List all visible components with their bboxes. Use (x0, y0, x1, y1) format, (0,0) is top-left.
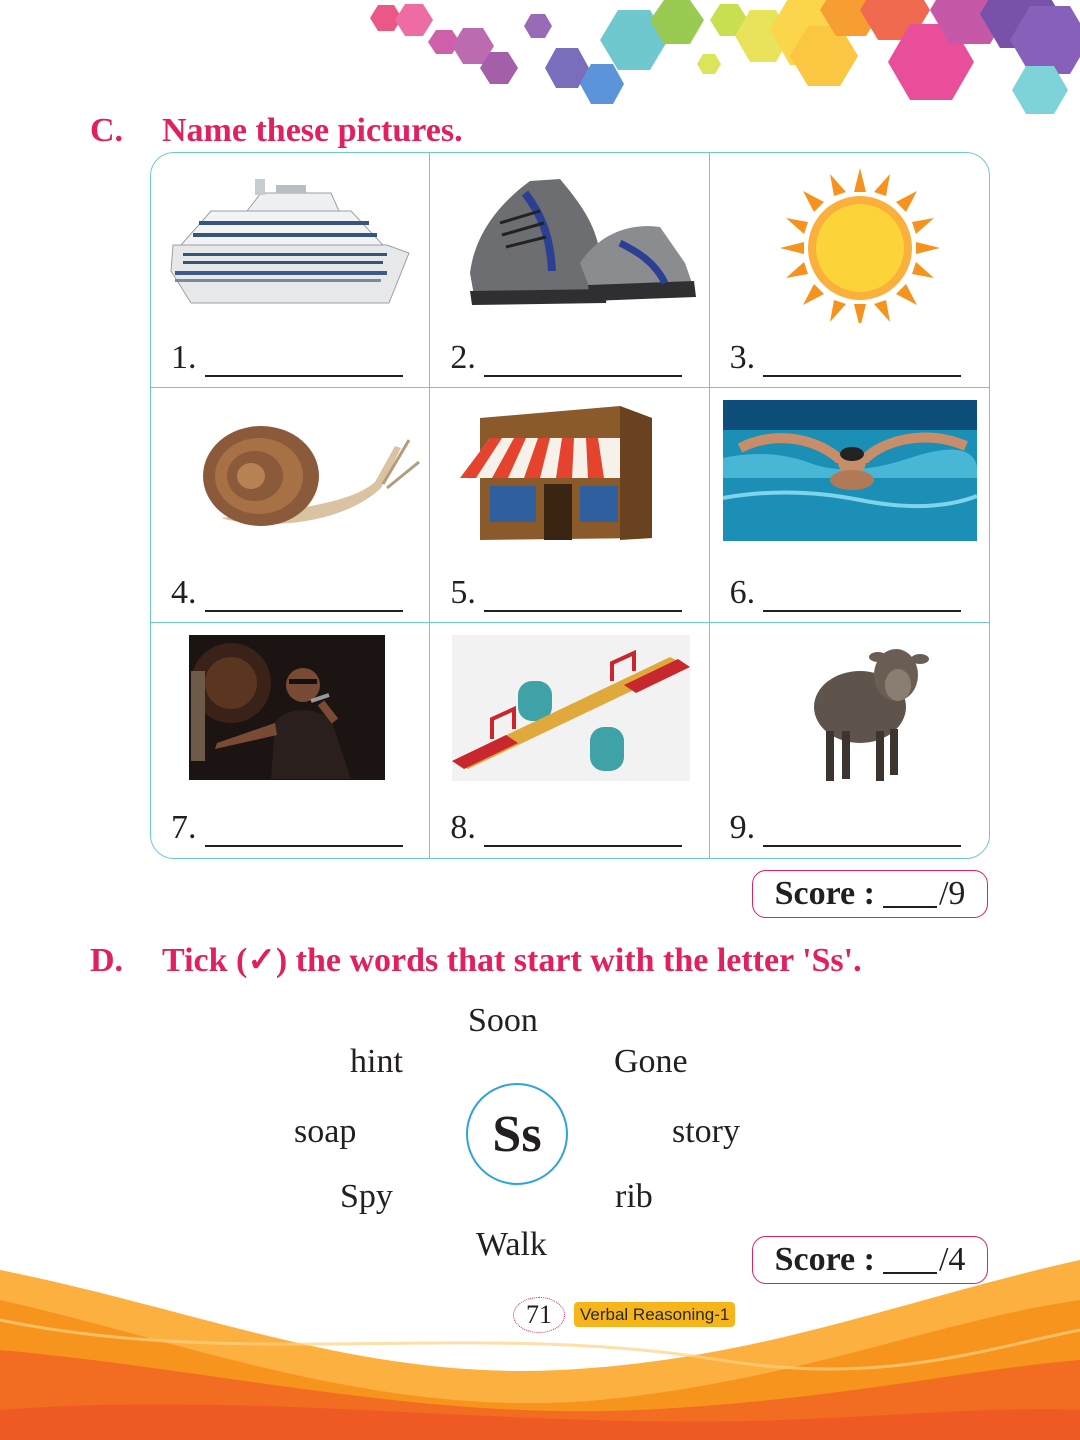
answer-blank[interactable] (205, 582, 403, 612)
answer-blank[interactable] (205, 347, 403, 377)
answer-row (730, 574, 962, 612)
answer-blank[interactable] (763, 582, 961, 612)
word-option[interactable]: story (672, 1113, 740, 1150)
hexagon-decoration-top (0, 0, 1080, 130)
word-option[interactable]: Spy (340, 1178, 393, 1215)
score-box-d (752, 1236, 988, 1284)
section-c-letter: C. (90, 112, 124, 149)
score-total: /4 (938, 1241, 966, 1278)
sheep-picture (710, 623, 990, 793)
answer-blank[interactable] (763, 347, 961, 377)
section-d-heading (90, 940, 862, 980)
answer-blank[interactable] (205, 817, 403, 847)
item-number: 3. (729, 339, 756, 376)
word-option[interactable]: soap (294, 1113, 357, 1150)
picture-cell-9 (710, 623, 989, 858)
score-blank[interactable] (883, 1246, 937, 1274)
book-title-text: Verbal Reasoning-1 (580, 1304, 730, 1324)
answer-blank[interactable] (484, 582, 682, 612)
word-option[interactable]: Soon (468, 1002, 538, 1039)
score-box-c (752, 870, 988, 918)
picture-cell-3 (710, 153, 989, 388)
score-label: Score : (774, 1241, 875, 1278)
picture-cell-7 (151, 623, 430, 858)
section-c-title: Name these pictures. (162, 112, 463, 149)
page-number (513, 1297, 565, 1333)
wave-decoration-bottom (0, 1260, 1080, 1440)
picture-grid (150, 152, 990, 859)
answer-row (730, 809, 962, 847)
picture-cell-1 (151, 153, 430, 388)
picture-cell-4 (151, 388, 430, 623)
picture-cell-6 (710, 388, 989, 623)
page-number-text: 71 (526, 1300, 552, 1329)
book-title-label (574, 1302, 735, 1327)
snail-picture (151, 388, 431, 558)
center-letter: Ss (492, 1105, 542, 1163)
section-d-letter: D. (90, 942, 124, 979)
answer-blank[interactable] (484, 347, 682, 377)
item-number: 6. (729, 574, 756, 611)
item-number: 9. (729, 809, 756, 846)
sneakers-picture (430, 153, 710, 323)
swimmer-picture (710, 388, 990, 558)
score-label: Score : (774, 875, 875, 912)
center-letter-circle (466, 1083, 568, 1185)
section-d-title: Tick (✓) the words that start with the letter 'Ss'. (162, 942, 862, 979)
item-number: 7. (171, 809, 197, 846)
answer-blank[interactable] (484, 817, 682, 847)
section-c-heading (90, 112, 463, 150)
answer-row (450, 809, 682, 847)
item-number: 8. (450, 809, 476, 846)
cruise-ship-picture (151, 153, 431, 323)
sun-picture (710, 153, 990, 323)
answer-row (730, 339, 962, 377)
answer-row (171, 339, 403, 377)
item-number: 2. (450, 339, 476, 376)
picture-cell-5 (430, 388, 709, 623)
singer-picture (151, 623, 431, 793)
score-total: /9 (938, 875, 966, 912)
answer-row (171, 809, 403, 847)
word-option[interactable]: Gone (614, 1043, 688, 1080)
word-option[interactable]: Walk (476, 1226, 547, 1263)
score-blank[interactable] (883, 880, 937, 908)
picture-cell-2 (430, 153, 709, 388)
word-option[interactable]: rib (615, 1178, 653, 1215)
answer-row (171, 574, 403, 612)
item-number: 1. (171, 339, 197, 376)
answer-row (450, 574, 682, 612)
item-number: 4. (171, 574, 197, 611)
seesaw-picture (430, 623, 710, 793)
answer-blank[interactable] (763, 817, 961, 847)
item-number: 5. (450, 574, 476, 611)
answer-row (450, 339, 682, 377)
shop-picture (430, 388, 710, 558)
picture-cell-8 (430, 623, 709, 858)
word-option[interactable]: hint (350, 1043, 403, 1080)
